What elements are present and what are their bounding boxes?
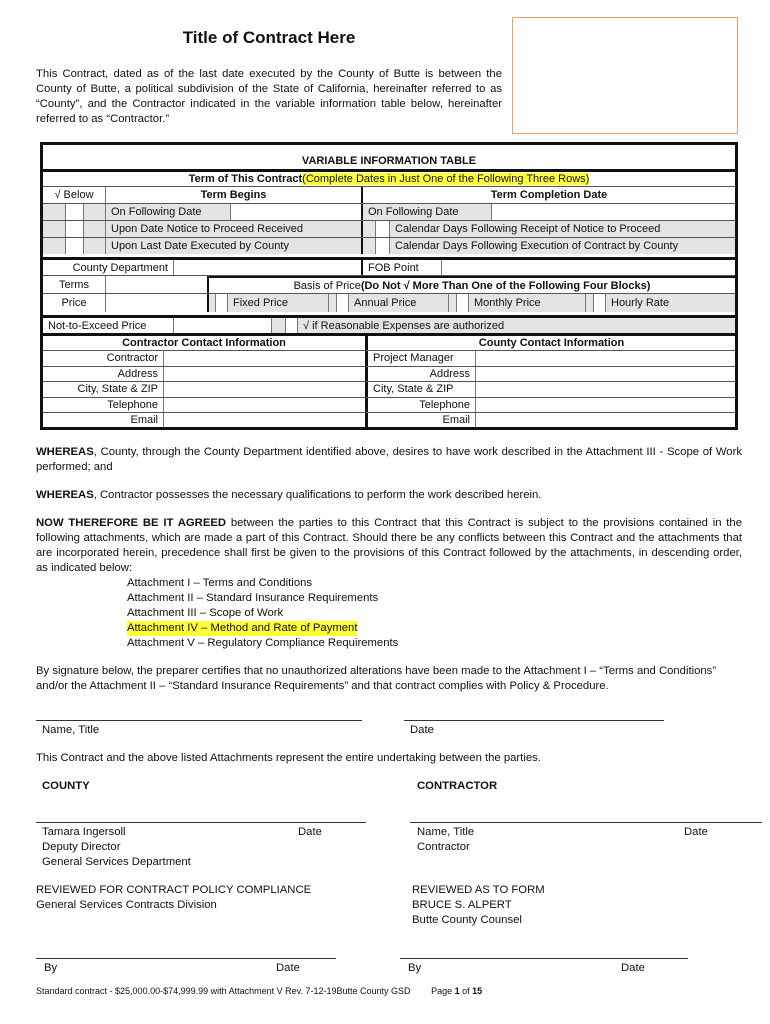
contractor-date-label: Date bbox=[684, 826, 708, 838]
contractor-field-label: City, State & ZIP bbox=[77, 383, 158, 396]
attachment-item-highlighted: Attachment IV – Method and Rate of Payment bbox=[127, 622, 358, 634]
terms-input[interactable] bbox=[105, 276, 207, 293]
term-header-bold: Term of This Contract bbox=[188, 173, 303, 185]
county-signer-department: General Services Department bbox=[42, 856, 191, 868]
county-department-label: County Department bbox=[72, 261, 168, 274]
whereas-text: , County, through the County Department identified above, desires to have work described in the Attachment III - Scope of Work performed; and bbox=[36, 446, 742, 473]
monthly-price-label: Monthly Price bbox=[468, 294, 585, 312]
page-number: 1 bbox=[454, 986, 460, 996]
now-therefore-text: between the parties to this Contract that this Contract is subject to the provisions contained in the following attachments, which are made a part of this Contract. Should there be any conflicts between this Contract and the attachments that are incorporated herein, precedence shall first be given to the provisions of this Contract followed by the attachments, in descending order, as indicated below: bbox=[36, 517, 743, 574]
begin-notice-label: Upon Date Notice to Proceed Received bbox=[105, 221, 361, 237]
by-label-left: By bbox=[44, 962, 58, 974]
date-label-left: Date bbox=[276, 962, 300, 974]
checkbox-cell[interactable] bbox=[271, 318, 285, 333]
footer bbox=[36, 986, 482, 996]
terms-label: Terms bbox=[59, 278, 89, 291]
footer-text: Standard contract - $25,000.00-$74,999.99 with Attachment V Rev. 7-12-19Butte County GSD bbox=[36, 986, 411, 996]
completion-on-date-label: On Following Date bbox=[361, 204, 491, 220]
checkbox-cell[interactable] bbox=[585, 294, 593, 312]
checkbox-cell[interactable] bbox=[375, 238, 389, 254]
reasonable-expenses-checkbox[interactable] bbox=[285, 318, 297, 333]
contractor-email-input[interactable] bbox=[163, 413, 365, 427]
county-email-input[interactable] bbox=[475, 413, 735, 427]
contractor-name-label: Name, Title bbox=[417, 826, 475, 838]
nte-input[interactable] bbox=[173, 318, 271, 333]
intro-paragraph: This Contract, dated as of the last date executed by the County of Butte is between the County of Butte, a political subdivision of the State of California, hereinafter referred to as “County”, and the Contractor indicated in the variable information table below, hereinafter referred to as “Contractor.” bbox=[36, 68, 502, 125]
fob-point-label: FOB Point bbox=[361, 260, 441, 275]
county-department-input[interactable] bbox=[173, 260, 361, 275]
checkbox-cell[interactable] bbox=[83, 221, 105, 237]
term-header-note: (Complete Dates in Just One of the Following Three Rows) bbox=[302, 173, 590, 185]
completion-executed-label: Calendar Days Following Execution of Contract by County bbox=[389, 238, 735, 254]
begin-on-date-label: On Following Date bbox=[105, 204, 230, 220]
hourly-rate-label: Hourly Rate bbox=[605, 294, 735, 312]
basis-of-price-header bbox=[207, 276, 735, 293]
checkbox-cell[interactable] bbox=[65, 238, 83, 254]
contractor-label: Contractor bbox=[417, 841, 470, 853]
checkbox-cell[interactable] bbox=[65, 221, 83, 237]
variable-information-table bbox=[40, 142, 738, 430]
county-city-input[interactable] bbox=[475, 382, 735, 397]
reviewed-form-heading: REVIEWED AS TO FORM bbox=[412, 884, 545, 896]
checkbox-cell[interactable] bbox=[328, 294, 336, 312]
contractor-address-input[interactable] bbox=[163, 367, 365, 382]
policy-review-signature-line bbox=[36, 958, 336, 959]
preparer-signature-line bbox=[36, 720, 362, 721]
checkbox-cell[interactable] bbox=[375, 221, 389, 237]
whereas-paragraph-1 bbox=[36, 445, 742, 475]
whereas-label: WHEREAS bbox=[36, 446, 94, 458]
preparer-name-label: Name, Title bbox=[42, 724, 100, 736]
fob-point-input[interactable] bbox=[441, 260, 735, 275]
contractor-city-input[interactable] bbox=[163, 382, 365, 397]
contractor-field-label: Email bbox=[130, 414, 158, 426]
nte-label: Not-to-Exceed Price bbox=[48, 319, 147, 332]
county-telephone-input[interactable] bbox=[475, 398, 735, 413]
attachment-item: Attachment III – Scope of Work bbox=[127, 607, 284, 619]
term-completion-header: Term Completion Date bbox=[361, 187, 735, 203]
check-below-label: √ Below bbox=[54, 189, 94, 201]
now-therefore-paragraph bbox=[36, 516, 742, 576]
county-field-label: Address bbox=[365, 367, 475, 382]
begin-executed-label: Upon Last Date Executed by County bbox=[105, 238, 361, 254]
checkbox-cell[interactable] bbox=[361, 221, 375, 237]
county-signer-name: Tamara Ingersoll bbox=[42, 826, 126, 838]
preparer-date-label: Date bbox=[410, 724, 434, 736]
counsel-title: Butte County Counsel bbox=[412, 914, 522, 926]
checkbox-cell[interactable] bbox=[43, 204, 65, 220]
table-heading: VARIABLE INFORMATION TABLE bbox=[301, 154, 477, 167]
contractor-name-input[interactable] bbox=[163, 351, 365, 366]
county-contact-header: County Contact Information bbox=[365, 336, 735, 350]
reasonable-expenses-label: √ if Reasonable Expenses are authorized bbox=[297, 318, 735, 333]
term-begins-header: Term Begins bbox=[105, 187, 361, 203]
now-therefore-label: NOW THEREFORE BE IT AGREED bbox=[36, 517, 227, 529]
date-label-right: Date bbox=[621, 962, 645, 974]
monthly-price-checkbox[interactable] bbox=[456, 294, 468, 312]
entire-undertaking-text: This Contract and the above listed Attachments represent the entire undertaking between the parties. bbox=[36, 752, 541, 764]
contractor-field-label: Telephone bbox=[107, 398, 158, 411]
checkbox-cell[interactable] bbox=[207, 294, 215, 312]
annual-price-label: Annual Price bbox=[348, 294, 448, 312]
completion-date-input[interactable] bbox=[491, 204, 735, 220]
signature-certification: By signature below, the preparer certifies that no unauthorized alterations have been made to the Attachment I – “Terms and Conditions” and/or the Attachment II – “Standard Insurance Requirements” and that contract complies with Policy & Procedure. bbox=[36, 665, 717, 692]
preparer-date-line bbox=[404, 720, 664, 721]
checkbox-cell[interactable] bbox=[361, 238, 375, 254]
contractor-field-label: Contractor bbox=[106, 352, 158, 365]
document-title: Title of Contract Here bbox=[182, 28, 356, 47]
basis-note: (Do Not √ More Than One of the Following Four Blocks) bbox=[360, 279, 651, 292]
page-of: of bbox=[459, 986, 473, 996]
contractor-signature-line bbox=[410, 822, 762, 823]
reviewed-policy-heading: REVIEWED FOR CONTRACT POLICY COMPLIANCE bbox=[36, 884, 312, 896]
logo-placeholder-box bbox=[512, 17, 738, 134]
basis-prefix: Basis of Price bbox=[293, 279, 361, 292]
whereas-label: WHEREAS bbox=[36, 489, 94, 501]
contractor-heading: CONTRACTOR bbox=[417, 780, 498, 792]
completion-notice-label: Calendar Days Following Receipt of Notice to Proceed bbox=[389, 221, 735, 237]
price-input[interactable] bbox=[105, 294, 207, 312]
checkbox-cell[interactable] bbox=[43, 238, 65, 254]
whereas-paragraph-2 bbox=[36, 488, 742, 503]
term-header bbox=[43, 172, 735, 186]
price-label: Price bbox=[61, 297, 87, 309]
hourly-rate-checkbox[interactable] bbox=[593, 294, 605, 312]
county-field-label: City, State & ZIP bbox=[365, 382, 475, 397]
county-date-label: Date bbox=[298, 826, 322, 838]
contractor-telephone-input[interactable] bbox=[163, 398, 365, 413]
county-field-label: Project Manager bbox=[365, 351, 475, 366]
county-field-label: Email bbox=[365, 413, 475, 427]
checkbox-cell[interactable] bbox=[83, 238, 105, 254]
gs-division-text: General Services Contracts Division bbox=[36, 899, 217, 911]
by-label-right: By bbox=[408, 962, 422, 974]
attachment-item: Attachment II – Standard Insurance Requirements bbox=[127, 592, 379, 604]
contractor-contact-header: Contractor Contact Information bbox=[122, 337, 286, 349]
whereas-text: , Contractor possesses the necessary qualifications to perform the work described herein. bbox=[93, 489, 542, 501]
county-signature-line bbox=[36, 822, 366, 823]
project-manager-input[interactable] bbox=[475, 351, 735, 366]
checkbox-cell[interactable] bbox=[448, 294, 456, 312]
annual-price-checkbox[interactable] bbox=[336, 294, 348, 312]
attachment-item: Attachment V – Regulatory Compliance Requirements bbox=[127, 637, 399, 649]
page-total: 15 bbox=[472, 986, 483, 996]
page-prefix: Page bbox=[431, 986, 455, 996]
counsel-name: BRUCE S. ALPERT bbox=[412, 899, 512, 911]
county-field-label: Telephone bbox=[365, 398, 475, 413]
county-address-input[interactable] bbox=[475, 367, 735, 382]
county-signer-title: Deputy Director bbox=[42, 841, 121, 853]
attachment-item: Attachment I – Terms and Conditions bbox=[127, 577, 313, 589]
form-review-signature-line bbox=[400, 958, 688, 959]
begin-date-input[interactable] bbox=[230, 204, 361, 220]
checkbox-cell[interactable] bbox=[43, 221, 65, 237]
fixed-price-label: Fixed Price bbox=[227, 294, 328, 312]
county-heading: COUNTY bbox=[42, 780, 90, 792]
checkbox-cell[interactable] bbox=[83, 204, 105, 220]
contractor-field-label: Address bbox=[117, 367, 158, 380]
checkbox-cell[interactable] bbox=[65, 204, 83, 220]
fixed-price-checkbox[interactable] bbox=[215, 294, 227, 312]
